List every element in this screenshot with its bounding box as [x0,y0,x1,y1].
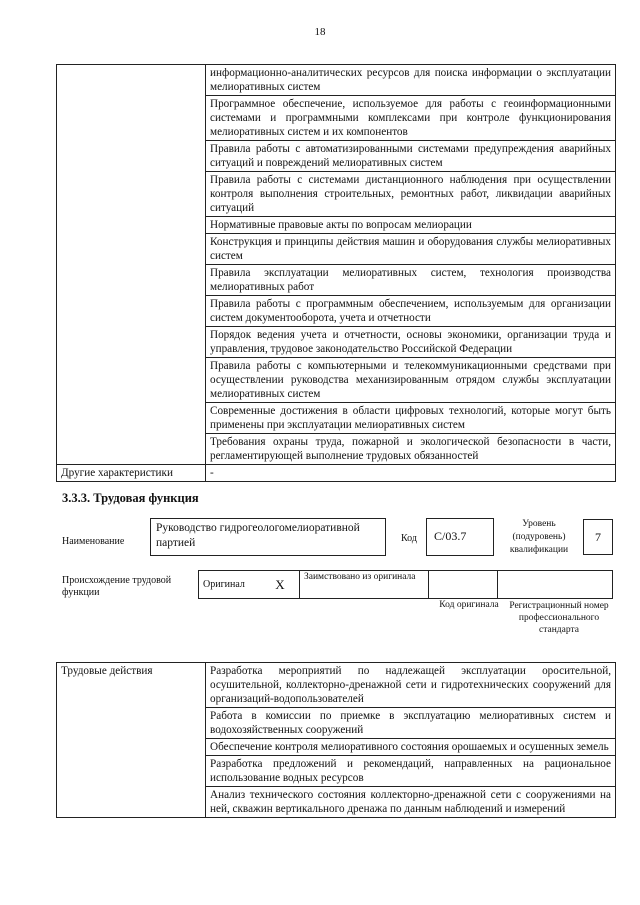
table-cell: Правила работы с системами дистанционного наблюдения при осуществлении контроля выполнения строительных, ремонтных работ, ликвидации аварийных ситуаций [206,172,616,217]
table-cell: Правила эксплуатации мелиоративных систем, технология производства мелиоративных работ [206,265,616,296]
table-cell: Порядок ведения учета и отчетности, основы экономики, организации труда и управления, трудовое законодательство Российской Федерации [206,327,616,358]
table-cell: Программное обеспечение, используемое для работы с геоинформационными системами и программными комплексами при контроле функционирования мелиоративных систем и их компонентов [206,96,616,141]
original-mark: X [261,571,300,599]
table-cell: Разработка мероприятий по надлежащей эксплуатации оросительной, осушительной, коллекторно-дренажной сети и гидротехнических сооружений для организаций-водопользователей [206,663,616,708]
code-original-caption: Код оригинала [439,600,499,610]
original-label: Оригинал [199,571,262,599]
table-cell: Конструкция и принципы действия машин и оборудования службы мелиоративных систем [206,234,616,265]
table-cell: Правила работы с компьютерными и телекоммуникационными средствами при осуществлении руководства механизированным отрядом службы эксплуатации мелиоративных систем [206,358,616,403]
code-box: C/03.7 [426,518,494,556]
other-characteristics-value: - [206,465,616,482]
table-cell: Обеспечение контроля мелиоративного состояния орошаемых и осушенных земель [206,739,616,756]
code-label: Код [401,533,417,544]
table-cell: Требования охраны труда, пожарной и экологической безопасности в части, регламентирующей выполнение трудовых обязанностей [206,434,616,465]
table-row [57,465,616,482]
page-number: 18 [314,26,326,38]
level-box: 7 [583,519,613,555]
table-row [57,663,616,708]
reg-number-cell [498,571,613,599]
table-cell: Правила работы с автоматизированными системами предупреждения аварийных ситуаций и повреждений мелиоративных систем [206,141,616,172]
table-cell: Правила работы с программным обеспечением, используемым для организации систем документооборота, учета и отчетности [206,296,616,327]
table-cell: Нормативные правовые акты по вопросам мелиорации [206,217,616,234]
actions-table [56,662,616,818]
table-cell-empty [57,65,206,465]
table-cell: Анализ технического состояния коллекторно-дренажной сети с сооружениями на ней, скважин вертикального дренажа по данным наблюдений и измерений [206,787,616,818]
level-label: Уровень (подуровень) квалификации [509,519,569,555]
table-cell: Работа в комиссии по приемке в эксплуатацию мелиоративных систем и водохозяйственных сооружений [206,708,616,739]
name-label: Наименование [62,536,125,547]
table-row [57,65,616,96]
borrowed-label: Заимствовано из оригинала [300,571,429,599]
function-name-box: Руководство гидрогеологомелиоративной партией [150,518,386,556]
section-title: 3.3.3. Трудовая функция [62,491,199,505]
table-row [199,571,613,599]
knowledge-table [56,64,616,482]
actions-label: Трудовые действия [57,663,206,818]
other-characteristics-label: Другие характеристики [57,465,206,482]
table-cell: Разработка предложений и рекомендаций, направленных на рациональное использование водных ресурсов [206,756,616,787]
origin-label: Происхождение трудовой функции [62,575,172,598]
reg-number-caption: Регистрационный номер профессионального стандарта [509,601,609,635]
origin-table [198,570,613,599]
table-cell: Современные достижения в области цифровых технологий, которые могут быть применены при эксплуатации мелиоративных систем [206,403,616,434]
code-original-cell [429,571,498,599]
table-cell: информационно-аналитических ресурсов для поиска информации о эксплуатации мелиоративных систем [206,65,616,96]
